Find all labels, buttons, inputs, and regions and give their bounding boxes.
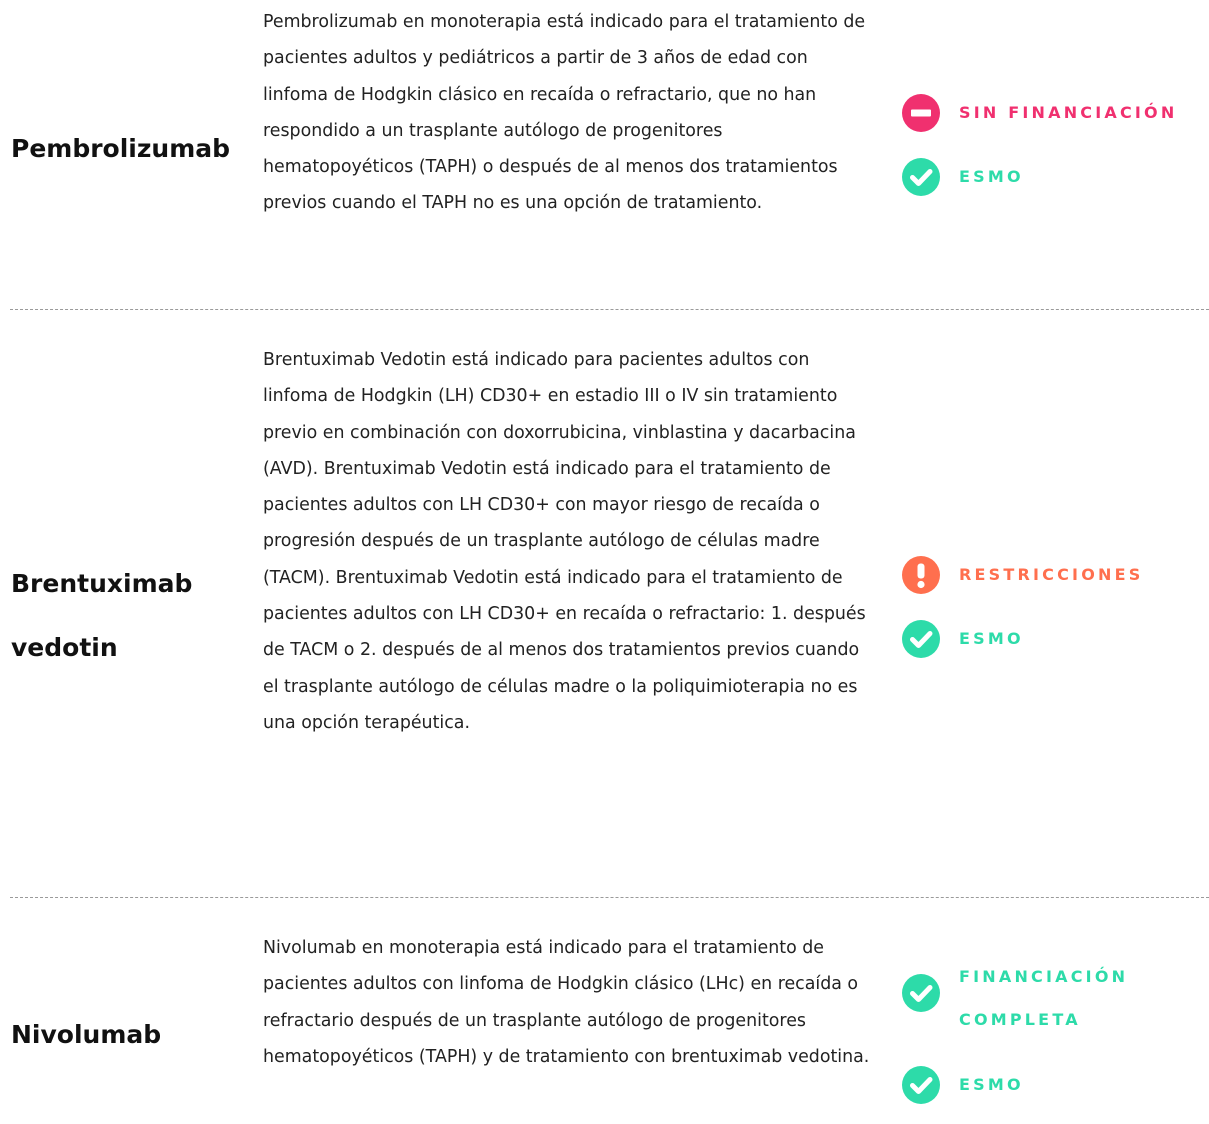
drug-description: Nivolumab en monoterapia está indicado para el tratamiento de pacientes adultos con linfoma de Hodgkin clásico (LHc) en recaída o refractario después de un trasplante autólogo de progenitores hematopoyéticos (TAPH) y de tratamiento con brentuximab vedotina.	[263, 938, 870, 1067]
check-circle-icon	[902, 974, 940, 1012]
minus-circle-icon	[902, 94, 940, 132]
drug-name: Pembrolizumab	[11, 134, 231, 163]
status-esmo	[902, 1063, 1024, 1106]
status-financiacion-completa	[902, 955, 1189, 1041]
exclamation-circle-icon	[902, 556, 940, 594]
check-circle-icon	[902, 158, 940, 196]
row-divider	[10, 897, 1209, 898]
status-label: RESTRICCIONES	[959, 565, 1144, 584]
status-restricciones	[902, 553, 1143, 596]
drug-name: Nivolumab	[11, 1020, 162, 1049]
drug-description: Pembrolizumab en monoterapia está indicado para el tratamiento de pacientes adultos y pediátricos a partir de 3 años de edad con linfoma de Hodgkin clásico en recaída o refractario, que no han respondido a un trasplante autólogo de progenitores hematopoyéticos (TAPH) o después de al menos dos tratamientos previos cuando el TAPH no es una opción de tratamiento.	[263, 12, 866, 214]
status-label: ESMO	[959, 1075, 1024, 1094]
drug-name: Brentuximab vedotin	[11, 569, 193, 662]
status-label: ESMO	[959, 629, 1024, 648]
drug-description: Brentuximab Vedotin está indicado para pacientes adultos con linfoma de Hodgkin (LH) CD30+ en estadio III o IV sin tratamiento previo en combinación con doxorrubicina, vinblastina y dacarbacina (AVD). Brentuximab Vedotin está indicado para el tratamiento de pacientes adultos con LH CD30+ con mayor riesgo de recaída o progresión después de un trasplante autólogo de células madre (TACM). Brentuximab Vedotin está indicado para el tratamiento de pacientes adultos con LH CD30+ en recaída o refractario: 1. después de TACM o 2. después de al menos dos tratamientos previos cuando el trasplante autólogo de células madre o la poliquimioterapia no es una opción terapéutica.	[263, 350, 866, 733]
status-label: FINANCIACIÓN COMPLETA	[959, 967, 1129, 1029]
status-esmo	[902, 155, 1024, 198]
status-esmo	[902, 617, 1024, 660]
status-sin-financiacion	[902, 91, 1177, 134]
check-circle-icon	[902, 620, 940, 658]
row-divider	[10, 309, 1209, 310]
status-label: ESMO	[959, 167, 1024, 186]
check-circle-icon	[902, 1066, 940, 1104]
status-label: SIN FINANCIACIÓN	[959, 103, 1178, 122]
